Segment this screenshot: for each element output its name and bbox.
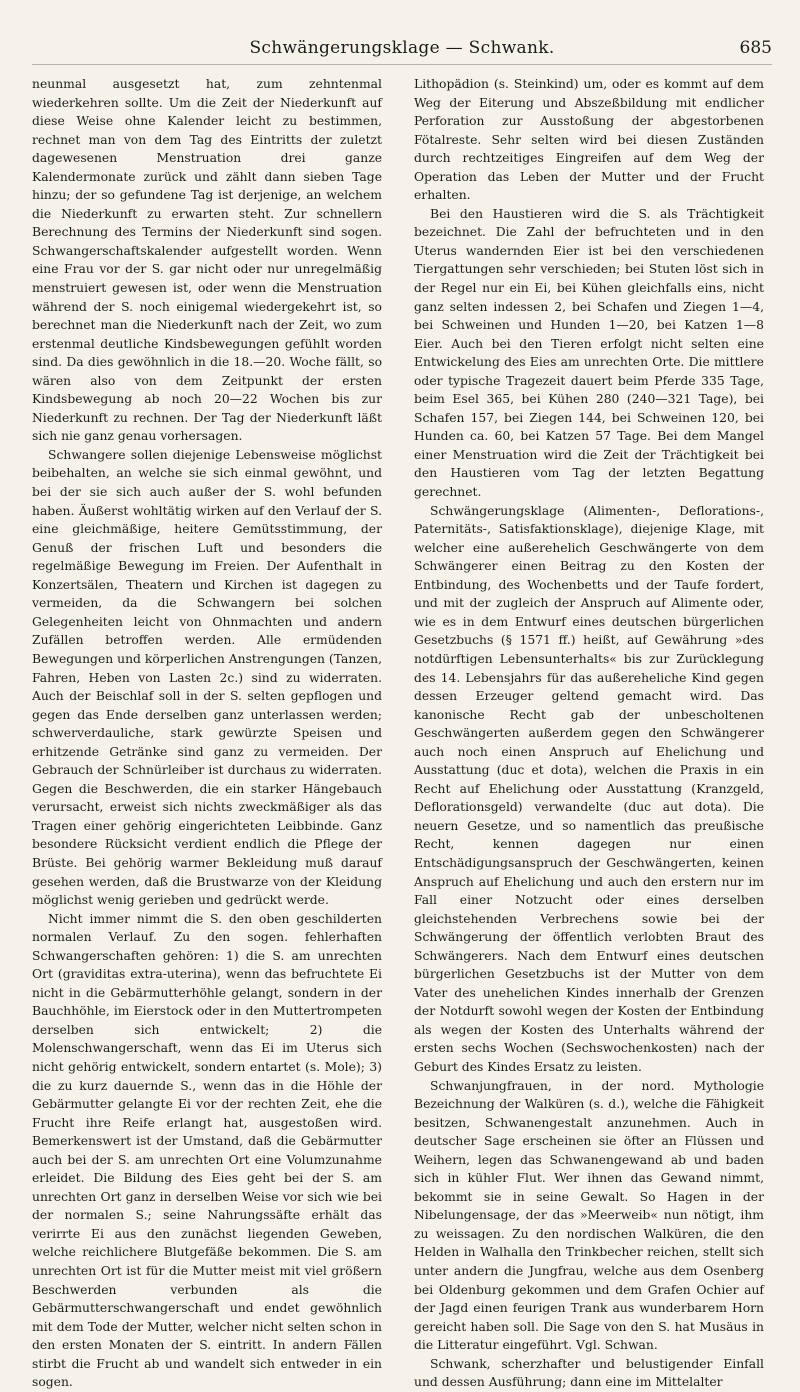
entry-schwanjungfrauen: Schwanjungfrauen, in der nord. Mythologie Bezeichnung der Walküren (s. d.), welche die Fähigkeit besitzen, Schwanengestalt anzunehmen. Auch in deutscher Sage erscheinen sie öfter an Flüssen und Weihern, legen das Schwanengewand ab und baden sich in kühler Flut. Wer ihnen das Gewand nimmt, bekommt sie in seine Gewalt. So Hagen in der Nibelungensage, der das »Meerweib« nun nötigt, ihm zu weissagen. Zu den nordischen Walküren, die den Helden in Walhalla den Trinkbecher reichen, stellt sich unter andern die Jungfrau, welche aus dem Osenberg bei Oldenburg gekommen und dem Grafen Ochier auf der Jagd einen feurigen Trank aus wunderbarem Horn gereicht haben soll. Die Sage von den S. hat Musäus in die Litteratur eingeführt. Vgl. Schwan. [414, 1078, 764, 1353]
page-header [32, 38, 772, 65]
paragraph-domestic-animals: Bei den Haustieren wird die S. als Trächtigkeit bezeichnet. Die Zahl der befruchteten und in den Uterus wandernden Eier ist bei den verschiedenen Tiergattungen sehr verschieden; bei Stuten löst sich in der Regel nur ein Ei, bei Kühen gleichfalls eins, nicht ganz selten indessen 2, bei Schafen und Ziegen 1—4, bei Schweinen und Hunden 1—20, bei Katzen 1—8 Eier. Auch bei den Tieren erfolgt nicht selten eine Entwickelung des Eies am unrechten Orte. Die mittlere oder typische Tragezeit dauert beim Pferde 335 Tage, beim Esel 365, bei Kühen 280 (240—321 Tage), bei Schafen 157, bei Ziegen 144, bei Schweinen 120, bei Hunden ca. 60, bei Katzen 57 Tage. Bei dem Mangel einer Menstruation wird die Zeit der Trächtigkeit bei den Haustieren vom Tag der letzten Begattung gerechnet. [414, 206, 764, 500]
running-title: Schwängerungsklage — Schwank. [249, 38, 555, 58]
paragraph-due-date-calculation: neunmal ausgesetzt hat, zum zehntenmal wiederkehren sollte. Um die Zeit der Niederkunft auf diese Weise ohne Kalender leicht zu bestimmen, rechnet man von dem Tag des Eintritts der zuletzt dagewesenen Menstruation drei ganze Kalendermonate zurück und zählt dann sieben Tage hinzu; der so gefundene Tag ist derjenige, an welchem die Niederkunft zu erwarten steht. Zur schnellern Berechnung des Termins der Niederkunft sind sogen. Schwangerschaftskalender aufgestellt worden. Wenn eine Frau vor der S. gar nicht oder nur unregelmäßig menstruiert gewesen ist, oder wenn die Menstruation während der S. noch einigemal wiedergekehrt ist, so berechnet man die Niederkunft nach der Zeit, wo zum erstenmal deutliche Kindsbewegungen gefühlt worden sind. Da dies gewöhnlich in die 18.—20. Woche fällt, so wären also von dem Zeitpunkt der ersten Kindsbewegung ab noch 20—22 Wochen bis zur Niederkunft zu rechnen. Der Tag der Niederkunft läßt sich nie ganz genau vorhersagen. [32, 77, 382, 444]
paragraph-lifestyle-advice: Schwangere sollen diejenige Lebensweise möglichst beibehalten, an welche sie sich einmal gewöhnt, und bei der sie sich auch außer der S. wohl befunden haben. Äußerst wohltätig wirken auf den Verlauf der S. eine gleichmäßige, heitere Gemütsstimmung, der Genuß der frischen Luft und besonders die regelmäßige Bewegung im Freien. Der Aufenthalt in Konzertsälen, Theatern und Kirchen ist dagegen zu vermeiden, da die Schwangern bei solchen Gelegenheiten leicht von Ohnmachten und andern Zufällen betroffen werden. Alle ermüdenden Bewegungen und körperlichen Anstrengungen (Tanzen, Fahren, Heben von Lasten 2c.) sind zu widerraten. Auch der Beischlaf soll in der S. selten gepflogen und gegen das Ende derselben ganz unterlassen werden; schwerverdauliche, stark gewürzte Speisen und erhitzende Getränke sind ganz zu vermeiden. Der Gebrauch der Schnürleiber ist durchaus zu widerraten. Gegen die Beschwerden, die ein starker Hängebauch verursacht, erweist sich nichts zweckmäßiger als das Tragen einer gehörig eingerichteten Leibbinde. Ganz besondere Rücksicht verdient endlich die Pflege der Brüste. Bei gehörig warmer Bekleidung muß darauf gesehen werden, daß die Brustwarze von der Kleidung möglichst wenig gerieben und gedrückt werde. [32, 447, 382, 908]
paragraph-lithopedion: Lithopädion (s. Steinkind) um, oder es kommt auf dem Weg der Eiterung und Abszeßbildung mit endlicher Perforation zur Ausstoßung der abgestorbenen Fötalreste. Sehr selten wird bei diesen Zuständen durch rechtzeitiges Eingreifen auf dem Weg der Operation das Leben der Mutter und der Frucht erhalten. [414, 77, 764, 203]
paragraph-abnormal-pregnancy: Nicht immer nimmt die S. den oben geschilderten normalen Verlauf. Zu den sogen. fehlerhaften Schwangerschaften gehören: 1) die S. am unrechten Ort (graviditas extra-uterina), wenn das befruchtete Ei nicht in die Gebärmutterhöhle gelangt, sondern in der Bauchhöhle, im Eierstock oder in den Muttertrompeten derselben sich entwickelt; 2) die Molenschwangerschaft, wenn das Ei im Uterus sich nicht gehörig entwickelt, sondern entartet (s. Mole); 3) die zu kurz dauernde S., wenn das in die Höhle der Gebärmutter gelangte Ei vor der rechten Zeit, ehe die Frucht ihre Reife erlangt hat, ausgestoßen wird. Bemerkenswert ist der Umstand, daß die Gebärmutter auch bei der S. am unrechten Ort eine Volumzunahme erleidet. Die Bildung des Eies geht bei der S. am unrechten Ort ganz in derselben Weise vor sich wie bei der normalen S.; seine Nahrungssäfte erhält das verirrte Ei aus den zunächst liegenden Geweben, welche reichlichere Blutgefäße bekommen. Die S. am unrechten Ort ist für die Mutter meist mit viel größern Beschwerden verbunden als die Gebärmutterschwangerschaft und endet gewöhnlich mit dem Tode der Mutter, welcher nicht selten schon in den ersten Monaten der S. eintritt. In andern Fällen stirbt die Frucht ab und wandelt sich entweder in ein sogen. [32, 911, 382, 1390]
entry-schwank: Schwank, scherzhafter und belustigender Einfall und dessen Ausführung; dann eine im Mittelalter [414, 1356, 764, 1390]
page-number: 685 [739, 38, 772, 58]
right-column [414, 75, 764, 1392]
left-column [32, 75, 382, 1392]
entry-schwaengerungsklage: Schwängerungsklage (Alimenten-, Deflorations-, Paternitäts-, Satisfaktionsklage), diejenige Klage, mit welcher eine außerehelich Geschwängerte von dem Schwängerer einen Beitrag zu den Kosten der Entbindung, des Wochenbetts und der Taufe fordert, und mit der zugleich der Anspruch auf Alimente oder, wie es in dem Entwurf eines deutschen bürgerlichen Gesetzbuchs (§ 1571 ff.) heißt, auf Gewährung »des notdürftigen Lebensunterhalts« bis zur Zurücklegung des 14. Lebensjahrs für das außereheliche Kind gegen dessen Erzeuger geltend gemacht wird. Das kanonische Recht gab der unbescholtenen Geschwängerten außerdem gegen den Schwängerer auch noch einen Anspruch auf Ehelichung und Ausstattung (duc et dota), welchen die Praxis in ein Recht auf Ehelichung oder Ausstattung (Kranzgeld, Deflorationsgeld) verwandelte (duc aut dota). Die neuern Gesetze, und so namentlich das preußische Recht, kennen dagegen nur einen Entschädigungsanspruch der Geschwängerten, keinen Anspruch auf Ehelichung und auch den erstern nur im Fall einer Notzucht oder eines derselben gleichstehenden Verbrechens sowie bei der Schwängerung der öffentlich verlobten Braut des Schwängerers. Nach dem Entwurf eines deutschen bürgerlichen Gesetzbuchs ist der Mutter von dem Vater des unehelichen Kindes innerhalb der Grenzen der Notdurft sowohl wegen der Kosten der Entbindung als wegen der Kosten des Unterhalts während der ersten sechs Wochen (Sechswochenkosten) nach der Geburt des Kindes Ersatz zu leisten. [414, 503, 764, 1074]
